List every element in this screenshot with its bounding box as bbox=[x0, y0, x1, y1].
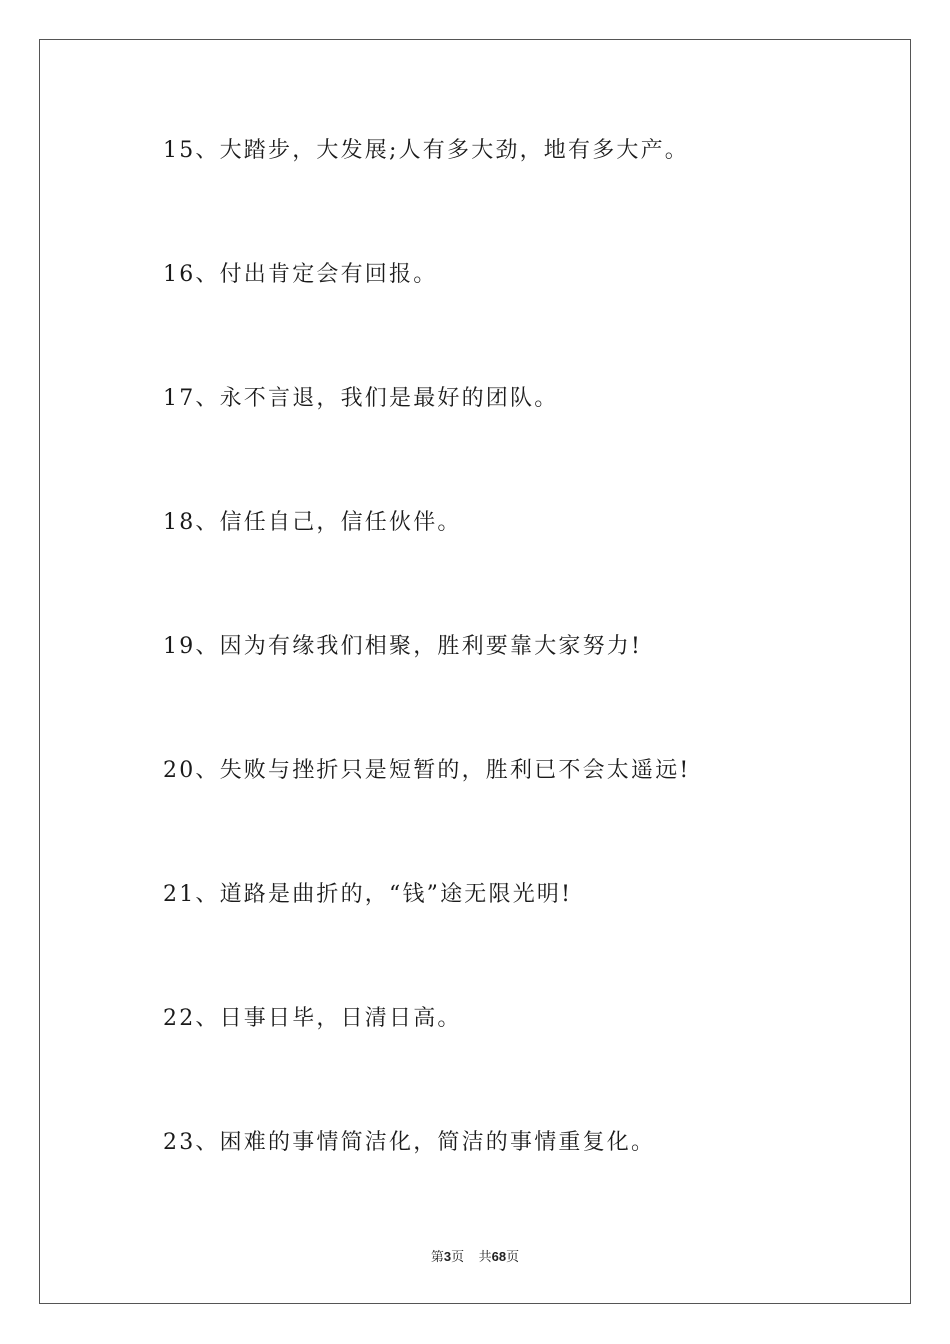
slogan-line-16: 16、付出肯定会有回报。 bbox=[163, 262, 438, 287]
slogan-line-15: 15、大踏步，大发展;人有多大劲，地有多大产。 bbox=[163, 138, 690, 163]
footer-page-number: 3 bbox=[443, 1249, 452, 1264]
slogan-line-22: 22、日事日毕，日清日高。 bbox=[163, 1006, 462, 1031]
footer-page-suffix: 页 bbox=[451, 1249, 465, 1264]
footer-page-prefix: 第 bbox=[430, 1249, 444, 1264]
slogan-line-18: 18、信任自己，信任伙伴。 bbox=[163, 510, 462, 535]
slogan-line-17: 17、永不言退，我们是最好的团队。 bbox=[163, 386, 559, 411]
page-border bbox=[39, 39, 911, 1304]
slogan-line-19: 19、因为有缘我们相聚，胜利要靠大家努力! bbox=[163, 634, 643, 659]
slogan-line-23: 23、困难的事情简洁化，简洁的事情重复化。 bbox=[163, 1130, 656, 1155]
footer-total-suffix: 页 bbox=[506, 1249, 520, 1264]
footer-total-pages: 68 bbox=[491, 1249, 507, 1264]
page-footer bbox=[0, 1248, 950, 1266]
slogan-line-20: 20、失败与挫折只是短暂的，胜利已不会太遥远! bbox=[163, 758, 691, 783]
slogan-line-21: 21、道路是曲折的，“钱”途无限光明! bbox=[163, 882, 573, 907]
footer-total-prefix: 共 bbox=[478, 1249, 492, 1264]
